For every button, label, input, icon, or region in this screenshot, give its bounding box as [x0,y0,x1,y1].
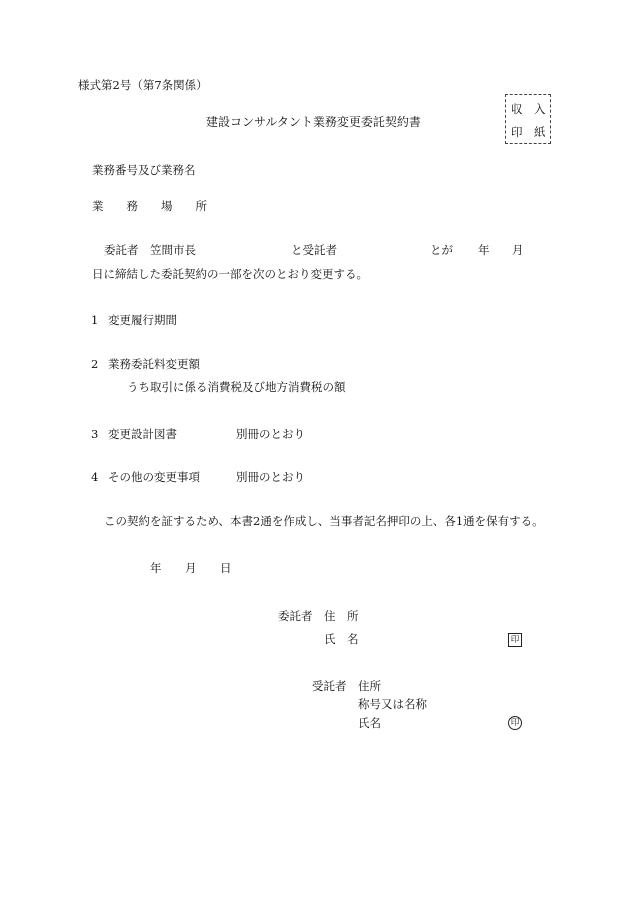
intro-line-2: 日に締結した委託契約の一部を次のとおり変更する。 [92,267,368,281]
intro-month: 月 [512,243,524,257]
date-day: 日 [220,561,232,575]
work-number-name-label: 業務番号及び業務名 [92,163,196,177]
form-number: 様式第2号（第7条関係） [78,78,208,92]
item-4-value: 別冊のとおり [236,470,305,484]
consignor-block-label: 委託者 [278,609,313,623]
item-4-label: その他の変更事項 [108,470,200,484]
contractor-name-label: 氏名 [358,716,381,730]
item-4-number: 4 [91,470,99,484]
contractor-block-label: 受託者 [312,679,347,693]
date-year: 年 [150,561,162,575]
intro-year: 年 [478,243,490,257]
document-title: 建設コンサルタント業務変更委託契約書 [206,115,421,129]
closing-statement: この契約を証するため、本書2通を作成し、当事者記名押印の上、各1通を保有する。 [104,514,544,528]
tax-note: うち取引に係る消費税及び地方消費税の額 [127,380,346,394]
toga-text: とが [430,243,453,257]
item-2-label: 業務委託料変更額 [108,357,200,371]
contractor-seal-icon: 印 [508,716,522,730]
consignor-seal-icon: 印 [508,633,522,647]
revenue-stamp-label-1: 収 入 [511,102,546,116]
consignor-address-label: 住 所 [324,609,359,623]
revenue-stamp-label-2: 印 紙 [511,125,546,139]
and-contractor-text: と受託者 [291,243,337,257]
item-3-label: 変更設計図書 [108,427,177,441]
item-1-number: 1 [91,313,99,327]
contractor-address-label: 住所 [358,679,381,693]
item-2-number: 2 [91,357,99,371]
contractor-company-label: 称号又は名称 [358,697,427,711]
item-3-number: 3 [91,427,99,441]
date-month: 月 [185,561,197,575]
item-3-value: 別冊のとおり [236,427,305,441]
item-1-label: 変更履行期間 [108,313,177,327]
work-location-label: 業 務 場 所 [92,199,207,213]
consignor-name: 笠間市長 [150,243,196,257]
consignor-name-label: 氏 名 [324,632,359,646]
consignor-label: 委託者 [104,243,139,257]
